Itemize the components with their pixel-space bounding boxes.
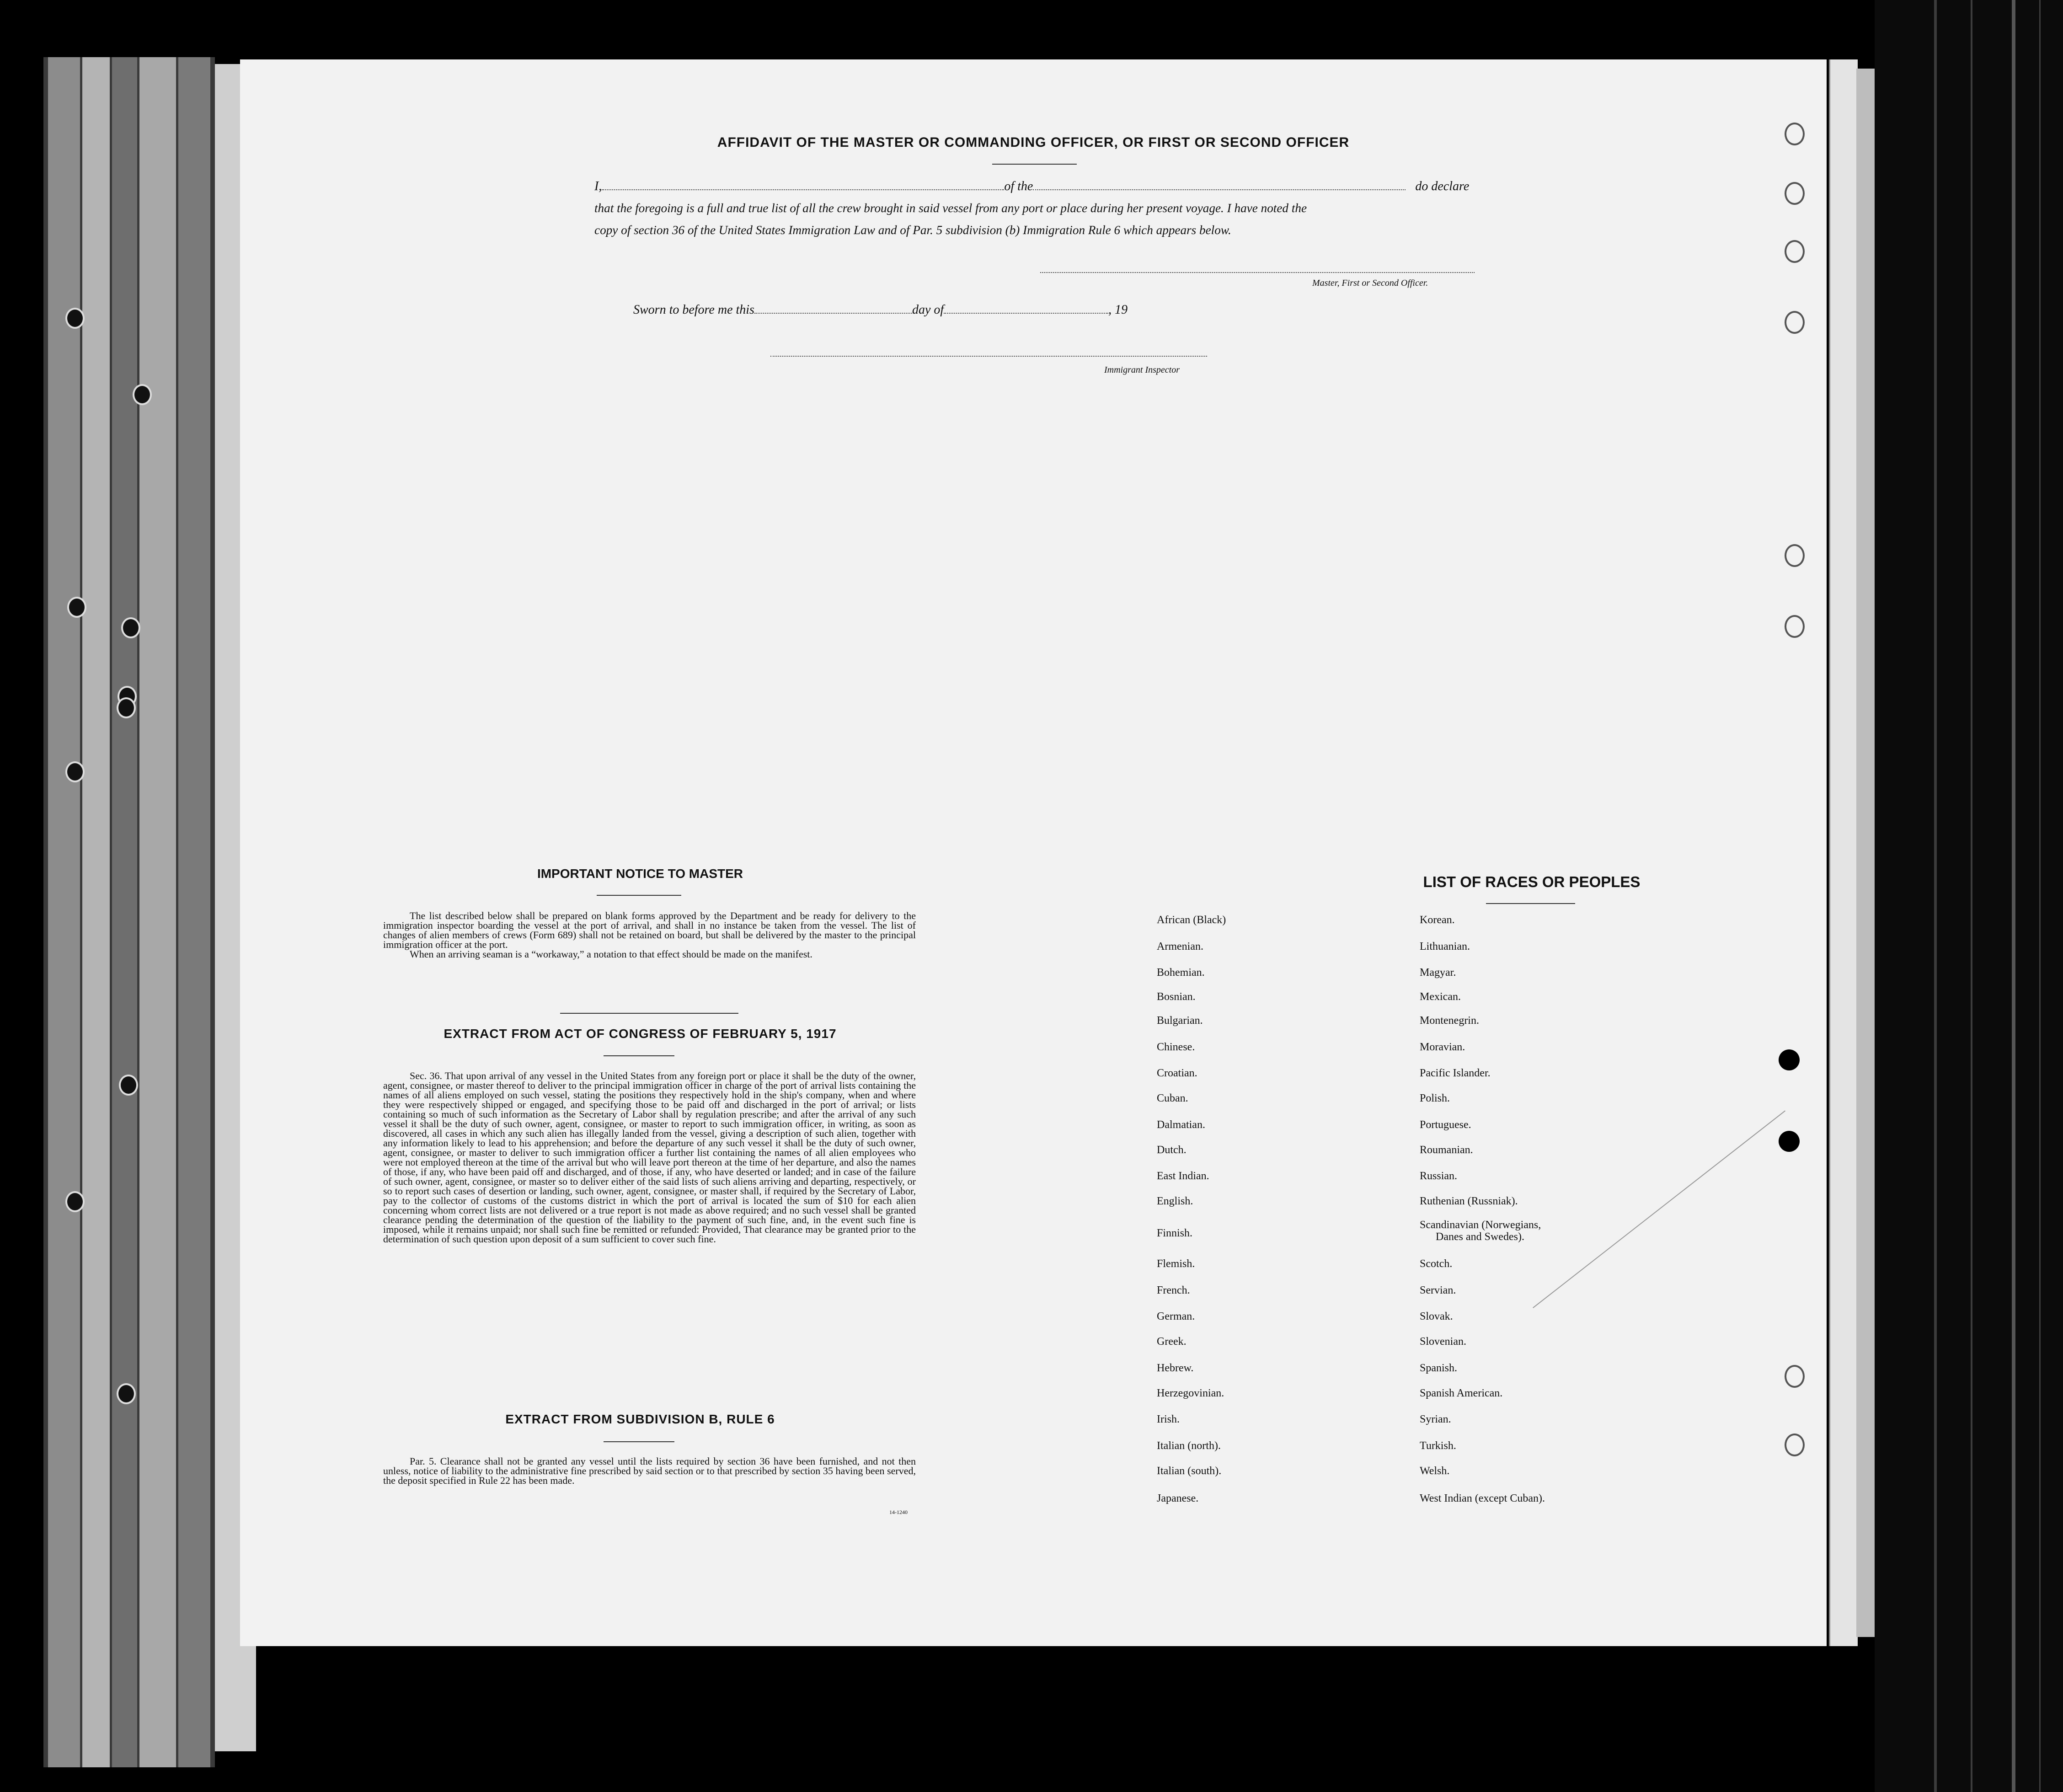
race-item: Bosnian. bbox=[1157, 991, 1196, 1003]
inspector-signature-line bbox=[770, 356, 1207, 357]
form-number: 14-1240 bbox=[889, 1509, 908, 1515]
punch-hole-dark bbox=[1779, 1131, 1800, 1152]
punch-hole bbox=[1785, 182, 1805, 205]
rule-paragraph: Par. 5. Clearance shall not be granted any vessel until the lists required by section 36 have been furnished, and not then unless, notice of liability to the administrative fine prescribed by said section or to that prescribed by section 35 having been served, the deposit specified in Rule 22 has been made. bbox=[383, 1455, 916, 1486]
race-item: Bulgarian. bbox=[1157, 1015, 1203, 1027]
race-item: Russian. bbox=[1420, 1170, 1458, 1182]
punch-hole bbox=[1785, 1365, 1805, 1388]
sworn-year: , 19 bbox=[1108, 303, 1128, 317]
race-item: Finnish. bbox=[1157, 1227, 1193, 1239]
declaration-line-2: that the foregoing is a full and true list of all the crew brought in said vessel from any port or place during her present voyage. I have noted the bbox=[594, 201, 1307, 215]
race-item: Greek. bbox=[1157, 1336, 1186, 1348]
binder-hole bbox=[67, 597, 86, 618]
binder-hole bbox=[65, 308, 85, 329]
punch-hole bbox=[1785, 615, 1805, 638]
rule-rule bbox=[604, 1441, 674, 1442]
declare-end: do declare bbox=[1415, 179, 1470, 193]
day-blank bbox=[754, 303, 912, 314]
race-item: German. bbox=[1157, 1311, 1195, 1322]
binder-hole bbox=[121, 617, 140, 638]
punch-hole bbox=[1785, 1434, 1805, 1456]
race-item: West Indian (except Cuban). bbox=[1420, 1492, 1545, 1504]
act-paragraph: Sec. 36. That upon arrival of any vessel in the United States from any foreign port or place it shall be the duty of the owner, agent, consignee, or master thereof to deliver to the principal immigration officer in charge of the port of arrival lists containing the names of all aliens employed on such vessel, stating the positions they respectively hold in the ship's company, when and where they were respectively shipped or engaged, and specifying those to be paid off and discharged in the port of arrival; or lists containing so much of such information as the Secretary of Labor shall by regulation prescribe; and after the arrival of any such vessel it shall be the duty of such owner, agent, consignee, or master to report to such immigration officer, in writing, as soon as discovered, all cases in which any such alien has illegally landed from the vessel, giving a description of such alien, together with any information likely to lead to his apprehension; and before the departure of any such vessel it shall be the duty of such owner, agent, consignee, or master to deliver to such immigration officer a further list containing the names of all alien employees who were not employed thereon at the time of the arrival but who will leave port thereon at the time of her departure, and also the names of those, if any, who have been paid off and discharged, and of those, if any, who have deserted or landed; and in case of the failure of such owner, agent, consignee, or master so to deliver either of the said lists of such aliens arriving and departing, respectively, or so to report such cases of desertion or landing, such owner, agent, consignee, or master shall, if required by the Secretary of Labor, pay to the collector of customs of the customs district in which the port of arrival is located the sum of $10 for each alien concerning whom correct lists are not delivered or a true report is not made as above required; and no such vessel shall be granted clearance pending the determination of the question of the liability to the payment of such fine, and, in the event such fine is imposed, while it remains unpaid; nor shall such fine be remitted or refunded: Provided, That clearance may be granted prior to the determination of such question upon deposit of a sum sufficient to cover such fine. bbox=[383, 1070, 916, 1245]
race-item: Irish. bbox=[1157, 1413, 1180, 1425]
race-item: Syrian. bbox=[1420, 1413, 1451, 1425]
pencil-stroke bbox=[1533, 1110, 1785, 1308]
punch-hole bbox=[1785, 123, 1805, 145]
declaration-line-3: copy of section 36 of the United States Immigration Law and of Par. 5 subdivision (b) Immigration Rule 6 which appears below. bbox=[594, 223, 1231, 237]
master-signature-line bbox=[1040, 272, 1475, 273]
race-item: Cuban. bbox=[1157, 1092, 1188, 1104]
notice-rule bbox=[597, 895, 681, 896]
race-item: Armenian. bbox=[1157, 941, 1203, 952]
rule-text bbox=[383, 1456, 916, 1485]
race-item: Japanese. bbox=[1157, 1492, 1199, 1504]
race-item: Moravian. bbox=[1420, 1041, 1465, 1053]
race-item: Italian (south). bbox=[1157, 1465, 1222, 1477]
declaration-line-1 bbox=[594, 179, 1469, 194]
race-item: Chinese. bbox=[1157, 1041, 1195, 1053]
binder-hole bbox=[117, 1383, 136, 1404]
race-item: Scotch. bbox=[1420, 1258, 1453, 1270]
races-title: LIST OF RACES OR PEOPLES bbox=[1423, 873, 1641, 890]
notice-end-rule bbox=[560, 1013, 738, 1014]
races-rule bbox=[1486, 903, 1575, 904]
race-item: Hebrew. bbox=[1157, 1362, 1194, 1374]
race-item: Portuguese. bbox=[1420, 1119, 1471, 1131]
binder-hole bbox=[117, 697, 136, 718]
notice-paragraph-2: When an arriving seaman is a “workaway,” a notation to that effect should be made on the manifest. bbox=[410, 948, 812, 960]
race-item: Dutch. bbox=[1157, 1144, 1186, 1156]
race-item: Mexican. bbox=[1420, 991, 1461, 1003]
race-item: East Indian. bbox=[1157, 1170, 1209, 1182]
sworn-line bbox=[633, 303, 1128, 317]
punch-hole bbox=[1785, 311, 1805, 334]
race-item: Pacific Islander. bbox=[1420, 1067, 1491, 1079]
race-item: Polish. bbox=[1420, 1092, 1450, 1104]
affidavit-title: AFFIDAVIT OF THE MASTER OR COMMANDING OFFICER, OR FIRST OR SECOND OFFICER bbox=[717, 135, 1350, 150]
master-caption: Master, First or Second Officer. bbox=[1312, 278, 1428, 288]
name-blank bbox=[602, 179, 1004, 190]
race-item: Danes and Swedes). bbox=[1436, 1231, 1524, 1243]
binder-hole bbox=[65, 761, 85, 782]
page-stack-edge bbox=[1829, 59, 1858, 1646]
race-item: Spanish. bbox=[1420, 1362, 1458, 1374]
binder-hole bbox=[65, 1191, 85, 1212]
race-item: Herzegovinian. bbox=[1157, 1387, 1224, 1399]
race-item: Croatian. bbox=[1157, 1067, 1197, 1079]
race-item: Bohemian. bbox=[1157, 967, 1205, 979]
race-item: Servian. bbox=[1420, 1284, 1456, 1296]
race-item: Ruthenian (Russniak). bbox=[1420, 1195, 1518, 1207]
punch-hole bbox=[1785, 240, 1805, 263]
race-item: Roumanian. bbox=[1420, 1144, 1473, 1156]
background-dark-margin bbox=[1875, 0, 2063, 1792]
race-item: Slovenian. bbox=[1420, 1336, 1466, 1348]
title-rule bbox=[992, 164, 1077, 165]
act-title: EXTRACT FROM ACT OF CONGRESS OF FEBRUARY 5, 1917 bbox=[444, 1027, 837, 1041]
notice-text bbox=[383, 911, 916, 959]
race-item: Magyar. bbox=[1420, 967, 1456, 979]
binder-strips bbox=[43, 57, 215, 1767]
sworn-day-of: day of bbox=[912, 303, 944, 317]
race-item: Dalmatian. bbox=[1157, 1119, 1205, 1131]
notice-paragraph-1: The list described below shall be prepared on blank forms approved by the Department and be ready for delivery to the immigration inspector boarding the vessel at the port of arrival, and shall in no instance be taken from the vessel. The list of changes of alien members of crews (Form 689) shall not be retained on board, but shall be delivered by the master to the principal immigration officer at the port. bbox=[383, 910, 916, 950]
month-blank bbox=[944, 303, 1108, 314]
race-item: African (Black) bbox=[1157, 914, 1226, 926]
page-stack-edge-shadow bbox=[1856, 69, 1875, 1637]
punch-hole-dark bbox=[1779, 1049, 1800, 1070]
race-item: Italian (north). bbox=[1157, 1440, 1221, 1452]
declare-i: I, bbox=[594, 179, 602, 193]
act-text bbox=[383, 1071, 916, 1244]
notice-title: IMPORTANT NOTICE TO MASTER bbox=[537, 867, 743, 881]
race-item: Welsh. bbox=[1420, 1465, 1450, 1477]
race-item: Montenegrin. bbox=[1420, 1015, 1479, 1027]
rule-title: EXTRACT FROM SUBDIVISION B, RULE 6 bbox=[505, 1412, 775, 1426]
race-item: English. bbox=[1157, 1195, 1193, 1207]
race-item: Flemish. bbox=[1157, 1258, 1195, 1270]
binder-hole bbox=[133, 384, 152, 405]
race-item: Scandinavian (Norwegians, bbox=[1420, 1219, 1541, 1231]
race-item: Turkish. bbox=[1420, 1440, 1456, 1452]
declare-of-the: of the bbox=[1004, 179, 1033, 193]
vessel-blank bbox=[1033, 179, 1406, 190]
race-item: Slovak. bbox=[1420, 1311, 1453, 1322]
binder-hole bbox=[119, 1075, 138, 1096]
sworn-start: Sworn to before me this bbox=[633, 303, 754, 317]
punch-hole bbox=[1785, 544, 1805, 567]
race-item: Lithuanian. bbox=[1420, 941, 1470, 952]
race-item: Spanish American. bbox=[1420, 1387, 1503, 1399]
inspector-caption: Immigrant Inspector bbox=[1104, 365, 1180, 375]
race-item: Korean. bbox=[1420, 914, 1455, 926]
race-item: French. bbox=[1157, 1284, 1190, 1296]
document-page bbox=[240, 59, 1827, 1646]
act-rule bbox=[604, 1055, 674, 1056]
